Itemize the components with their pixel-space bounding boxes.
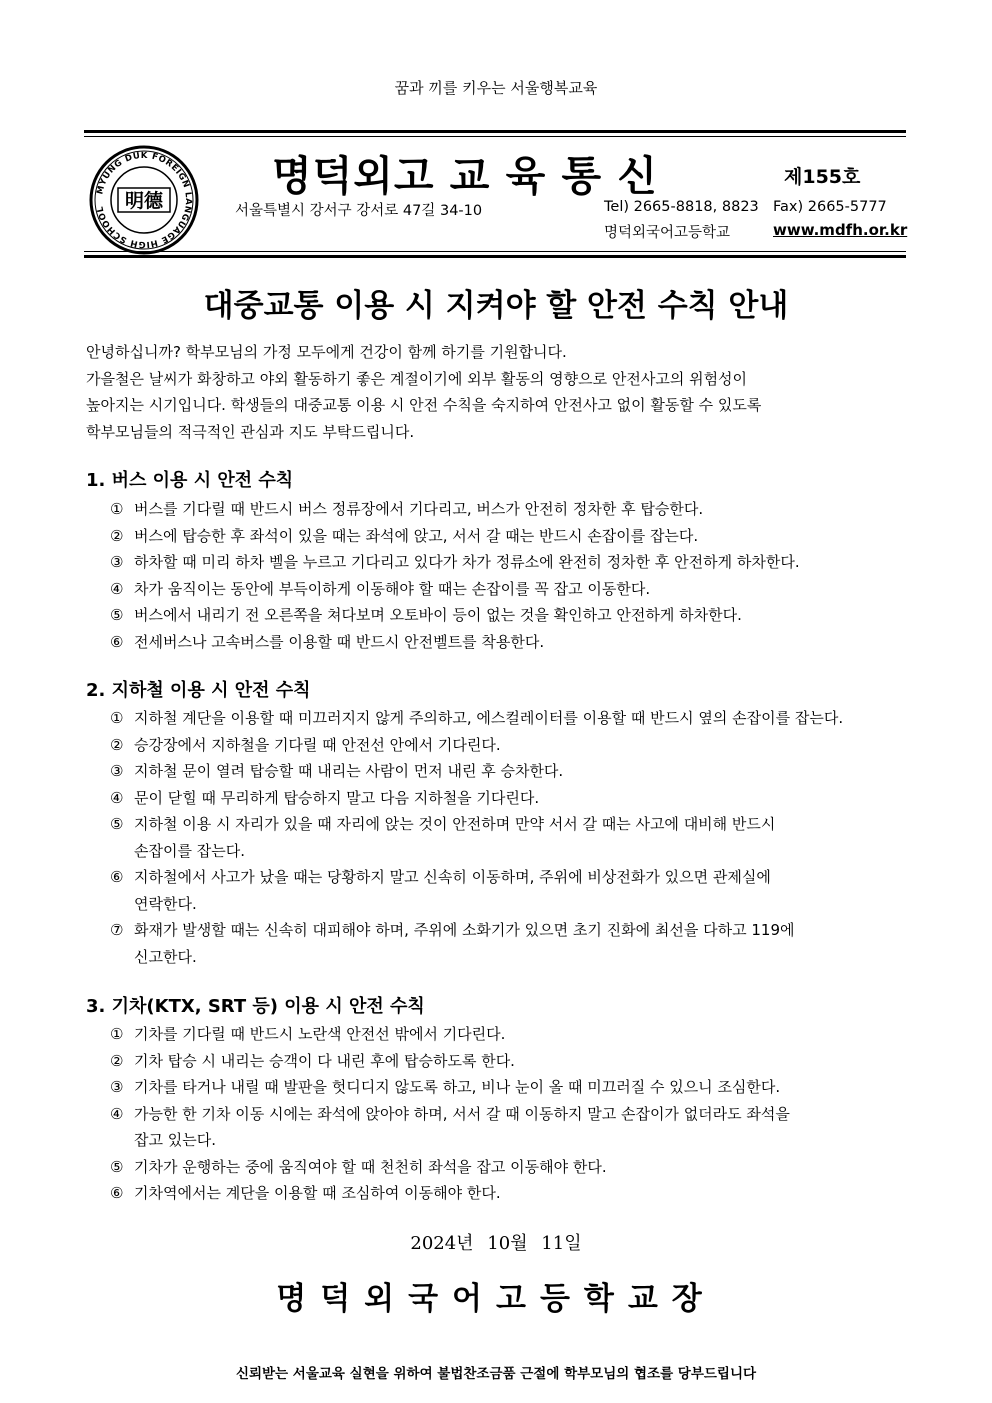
- list-item: [110, 732, 910, 759]
- list-item: [110, 549, 910, 576]
- list-item: [110, 1021, 910, 1048]
- item-number: ⑥: [110, 632, 124, 651]
- list-item: [110, 576, 910, 603]
- logo-ring-text: MYUNG DUK FOREIGN LANGUAGE HIGH SCHOOL: [95, 150, 194, 250]
- list-item: [110, 1154, 910, 1181]
- list-item: [110, 496, 910, 523]
- school-fax: Fax) 2665-5777: [773, 199, 887, 215]
- item-text: 버스를 기다릴 때 반드시 버스 정류장에서 기다리고, 버스가 안전히 정차한 후 탑승한다.: [134, 500, 704, 518]
- item-text: 기차 탑승 시 내리는 승객이 다 내린 후에 탑승하도록 한다.: [134, 1051, 515, 1070]
- item-text: 차가 움직이는 동안에 부득이하게 이동해야 할 때는 손잡이를 꼭 잡고 이동한다.: [134, 579, 651, 598]
- newsletter-title: 명덕외고 교 육 통 신: [272, 152, 658, 200]
- item-number: ④: [110, 579, 124, 598]
- item-number: ③: [110, 1078, 124, 1096]
- item-text: 버스에서 내리기 전 오른쪽을 쳐다보며 오토바이 등이 없는 것을 확인하고 안전하게 하차한다.: [134, 606, 742, 624]
- item-number: ①: [110, 1025, 124, 1043]
- intro-line: 가을철은 날씨가 화창하고 야외 활동하기 좋은 계절이기에 외부 활동의 영향으로 안전사고의 위험성이: [86, 369, 748, 388]
- item-number: ②: [110, 1051, 124, 1070]
- list-item: [110, 864, 910, 917]
- intro-line: 안녕하십니까? 학부모님의 가정 모두에게 건강이 함께 하기를 기원합니다.: [86, 343, 567, 361]
- list-item: [110, 705, 910, 732]
- header-top-rule-thin: [84, 136, 906, 137]
- intro-line: 학부모님들의 적극적인 관심과 지도 부탁드립니다.: [86, 422, 415, 441]
- school-name: 명덕외국어고등학교: [604, 225, 731, 241]
- item-number: ①: [110, 500, 124, 518]
- item-text: 승강장에서 지하철을 기다릴 때 안전선 안에서 기다린다.: [134, 735, 501, 754]
- list-item: [110, 523, 910, 550]
- header-bottom-rule-thick: [84, 255, 906, 258]
- section-list-bus: [110, 496, 910, 655]
- item-text: 기차역에서는 계단을 이용할 때 조심하여 이동해야 한다.: [134, 1184, 501, 1202]
- item-number: ③: [110, 553, 124, 571]
- slogan: 꿈과 끼를 키우는 서울행복교육: [394, 79, 598, 97]
- issue-number: 제155호: [784, 166, 861, 188]
- intro-paragraph: [86, 339, 906, 445]
- item-text: 하차할 때 미리 하차 벨을 누르고 기다리고 있다가 차가 정류소에 완전히 정차한 후 안전하게 하차한다.: [134, 553, 800, 571]
- item-text: 기차가 운행하는 중에 움직여야 할 때 천천히 좌석을 잡고 이동해야 한다.: [134, 1157, 607, 1176]
- section-title-subway: 2. 지하철 이용 시 안전 수칙: [86, 680, 311, 701]
- header-top-rule-thick: [84, 130, 906, 133]
- section-list-train: [110, 1021, 910, 1207]
- item-text: 기차를 타거나 내릴 때 발판을 헛디디지 않도록 하고, 비나 눈이 올 때 미끄러질 수 있으니 조심한다.: [134, 1078, 781, 1096]
- item-text: 가능한 한 기차 이동 시에는 좌석에 앉아야 하며, 서서 갈 때 이동하지 말고 손잡이가 없더라도 좌석을 잡고 있는다.: [134, 1104, 790, 1149]
- item-number: ⑤: [110, 606, 124, 624]
- school-logo: [88, 144, 200, 256]
- principal-signature: 명덕외국어고등학교장: [276, 1281, 716, 1317]
- document-date: 2024년 10월 11일: [410, 1233, 582, 1254]
- item-number: ⑦: [110, 921, 124, 939]
- school-seal-icon: [88, 144, 200, 256]
- item-text: 문이 닫힐 때 무리하게 탑승하지 말고 다음 지하철을 기다린다.: [134, 788, 540, 807]
- section-title-bus: 1. 버스 이용 시 안전 수칙: [86, 470, 294, 491]
- school-address: 서울특별시 강서구 강서로 47길 34-10: [235, 203, 483, 219]
- item-text: 전세버스나 고속버스를 이용할 때 반드시 안전벨트를 착용한다.: [134, 632, 545, 651]
- item-number: ①: [110, 709, 124, 727]
- intro-line: 높아지는 시기입니다. 학생들의 대중교통 이용 시 안전 수칙을 숙지하여 안전사고 없이 활동할 수 있도록: [86, 396, 762, 414]
- item-text: 지하철 계단을 이용할 때 미끄러지지 않게 주의하고, 에스컬레이터를 이용할 때 반드시 옆의 손잡이를 잡는다.: [134, 709, 844, 727]
- item-number: ⑥: [110, 868, 124, 886]
- item-text: 지하철에서 사고가 났을 때는 당황하지 말고 신속히 이동하며, 주위에 비상전화가 있으면 관제실에 연락한다.: [134, 868, 771, 913]
- list-item: [110, 1074, 910, 1101]
- list-item: [110, 602, 910, 629]
- item-number: ⑥: [110, 1184, 124, 1202]
- document-title: 대중교통 이용 시 지켜야 할 안전 수칙 안내: [203, 288, 789, 324]
- item-number: ②: [110, 735, 124, 754]
- list-item: [110, 917, 910, 970]
- item-text: 기차를 기다릴 때 반드시 노란색 안전선 밖에서 기다린다.: [134, 1025, 506, 1043]
- list-item: [110, 758, 910, 785]
- header-bottom-rule-thin: [84, 251, 906, 252]
- school-website-link[interactable]: www.mdfh.or.kr: [773, 221, 908, 239]
- item-number: ④: [110, 788, 124, 807]
- list-item: [110, 785, 910, 812]
- item-text: 지하철 문이 열려 탑승할 때 내리는 사람이 먼저 내린 후 승차한다.: [134, 762, 564, 780]
- list-item: [110, 629, 910, 656]
- logo-text: 明德: [124, 190, 164, 212]
- item-number: ⑤: [110, 1157, 124, 1176]
- school-tel: Tel) 2665-8818, 8823: [604, 199, 759, 215]
- item-text: 버스에 탑승한 후 좌석이 있을 때는 좌석에 앉고, 서서 갈 때는 반드시 손잡이를 잡는다.: [134, 526, 699, 545]
- item-number: ③: [110, 762, 124, 780]
- item-number: ②: [110, 526, 124, 545]
- item-number: ⑤: [110, 815, 124, 833]
- list-item: [110, 1101, 910, 1154]
- footer-notice: 신뢰받는 서울교육 실현을 위하여 불법찬조금품 근절에 학부모님의 협조를 당부드립니다: [235, 1366, 757, 1382]
- section-title-train: 3. 기차(KTX, SRT 등) 이용 시 안전 수칙: [86, 996, 425, 1017]
- section-list-subway: [110, 705, 910, 970]
- list-item: [110, 811, 910, 864]
- item-number: ④: [110, 1104, 124, 1123]
- list-item: [110, 1048, 910, 1075]
- list-item: [110, 1180, 910, 1207]
- item-text: 화재가 발생할 때는 신속히 대피해야 하며, 주위에 소화기가 있으면 초기 진화에 최선을 다하고 119에 신고한다.: [134, 921, 795, 966]
- item-text: 지하철 이용 시 자리가 있을 때 자리에 앉는 것이 안전하며 만약 서서 갈 때는 사고에 대비해 반드시 손잡이를 잡는다.: [134, 815, 776, 860]
